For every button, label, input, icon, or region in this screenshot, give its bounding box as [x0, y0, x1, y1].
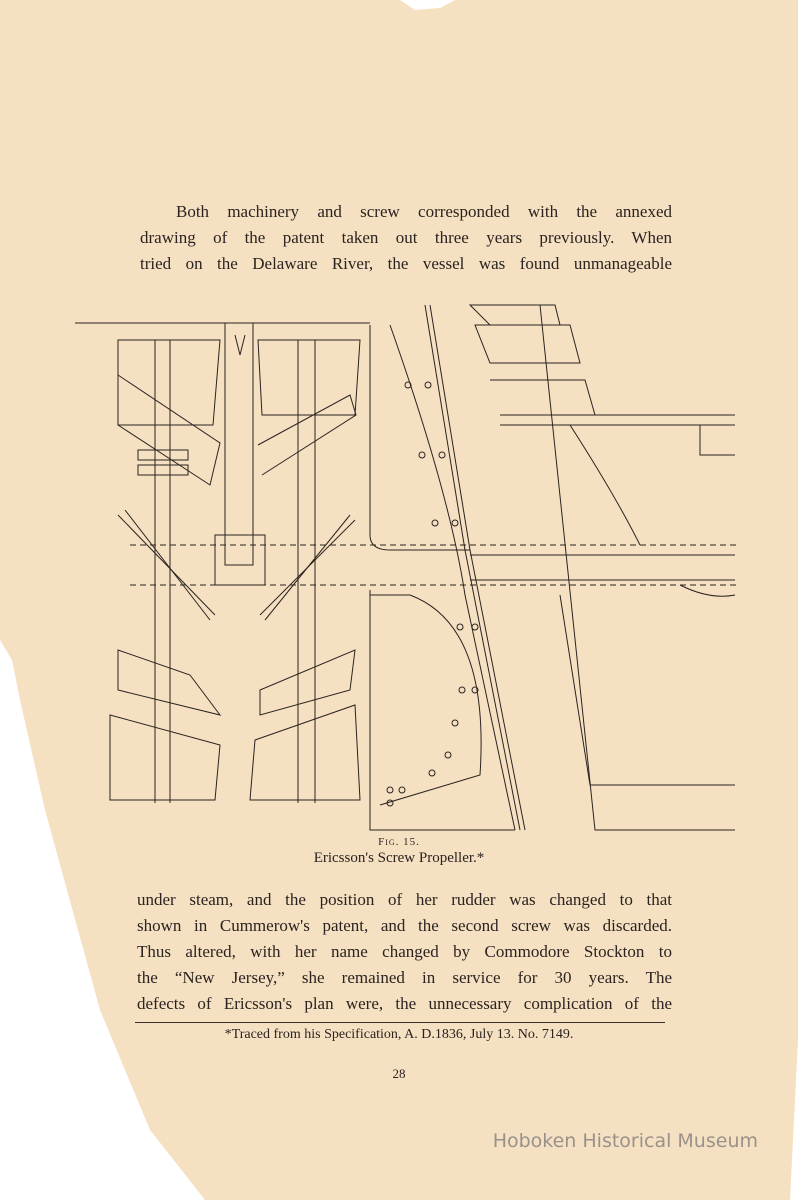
rudder	[370, 305, 525, 830]
text-line: tried on the Delaware River, the vessel was found unmanageable	[140, 254, 672, 273]
paragraph-top	[140, 199, 672, 277]
right-screw	[250, 340, 360, 803]
figure-caption: Ericsson's Screw Propeller.*	[313, 850, 485, 866]
text-line: under steam, and the position of her rudder was changed to that	[137, 890, 672, 909]
text-line: Both machinery and screw corresponded with the annexed	[176, 202, 672, 221]
text-line: drawing of the patent taken out three years previously. When	[140, 228, 672, 247]
text-line: the “New Jersey,” she remained in service for 30 years. The	[137, 968, 672, 987]
footnote-divider	[135, 1022, 665, 1023]
text-line: defects of Ericsson's plan were, the unnecessary complication of the	[137, 994, 672, 1013]
page-number: 28	[392, 1066, 406, 1081]
figure-label: Fig. 15.	[378, 836, 420, 848]
text-line: Thus altered, with her name changed by Commodore Stockton to	[137, 942, 672, 961]
text-line: shown in Cummerow's patent, and the second screw was discarded.	[137, 916, 672, 935]
paragraph-bottom	[137, 887, 672, 1017]
screw-propeller-drawing	[70, 295, 740, 835]
watermark: Hoboken Historical Museum	[492, 1130, 758, 1152]
footnote: *Traced from his Specification, A. D.1836, July 13. No. 7149.	[224, 1027, 574, 1042]
left-screw	[110, 340, 220, 803]
